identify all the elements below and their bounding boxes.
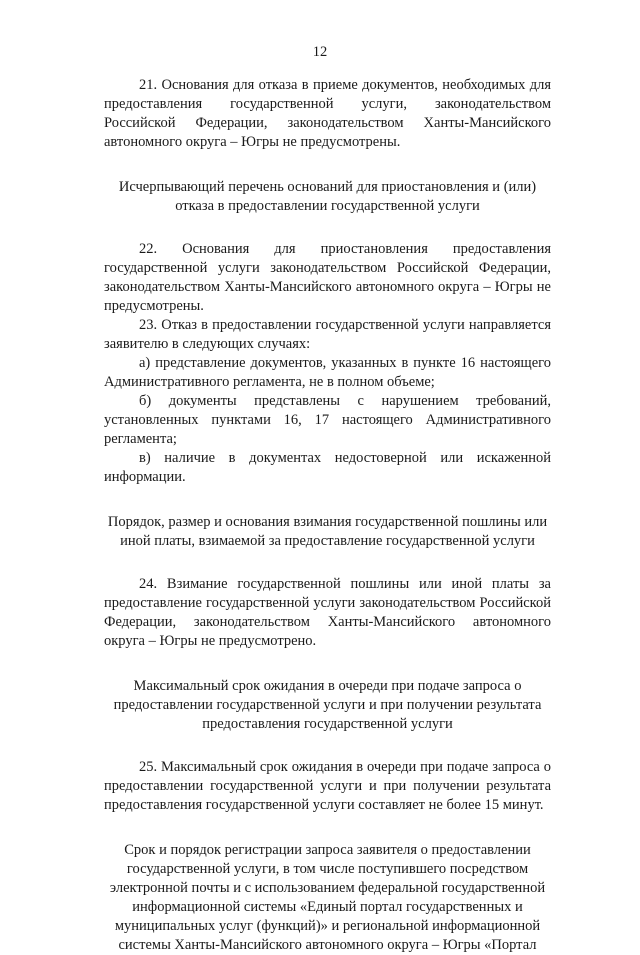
paragraph-25: 25. Максимальный срок ожидания в очереди при подаче запроса о предоставлении государственной услуги и при получении результата предоставления государственной услуги составляет не более 15 минут. (104, 759, 551, 813)
heading-queue-time: Максимальный срок ожидания в очереди при подаче запроса о предоставлении государственной услуги и при получении результата предоставления государственной услуги (113, 678, 542, 732)
page-number: 12 (312, 44, 328, 60)
heading-request-registration: Срок и порядок регистрации запроса заявителя о предоставлении государственной услуги, в том числе поступившего посредством электронной почты и с использованием федеральной государственной информационной системы «Единый портал государственных и муниципальных услуг (функций)» и региональной информационной системы Ханты-Мансийского автономного округа – Югры «Портал (109, 842, 546, 953)
paragraph-22: 22. Основания для приостановления предоставления государственной услуги законодательством Российской Федерации, законодательством Ханты-Мансийского автономного округа – Югры не предусмотрены. (104, 241, 551, 314)
document-body (104, 76, 551, 955)
paragraph-24: 24. Взимание государственной пошлины или иной платы за предоставление государственной услуги законодательством Российской Федерации, законодательством Ханты-Мансийского автономного округа – Югры не предусмотрено. (104, 576, 551, 649)
paragraph-21: 21. Основания для отказа в приеме документов, необходимых для предоставления государственной услуги, законодательством Российской Федерации, законодательством Ханты-Мансийского автономного округа – Югры не предусмотрены. (104, 77, 551, 150)
heading-fee-procedure: Порядок, размер и основания взимания государственной пошлины или иной платы, взимаемой за предоставление государственной услуги (107, 514, 548, 549)
paragraph-23-a: а) представление документов, указанных в пункте 16 настоящего Административного регламента, не в полном объеме; (104, 355, 551, 390)
paragraph-23: 23. Отказ в предоставлении государственной услуги направляется заявителю в следующих случаях: (104, 317, 551, 352)
paragraph-23-c: в) наличие в документах недостоверной или искаженной информации. (104, 450, 551, 485)
heading-suspension-grounds: Исчерпывающий перечень оснований для приостановления и (или) отказа в предоставлении государственной услуги (118, 179, 537, 214)
paragraph-23-b: б) документы представлены с нарушением требований, установленных пунктами 16, 17 настоящего Административного регламента; (104, 393, 551, 447)
